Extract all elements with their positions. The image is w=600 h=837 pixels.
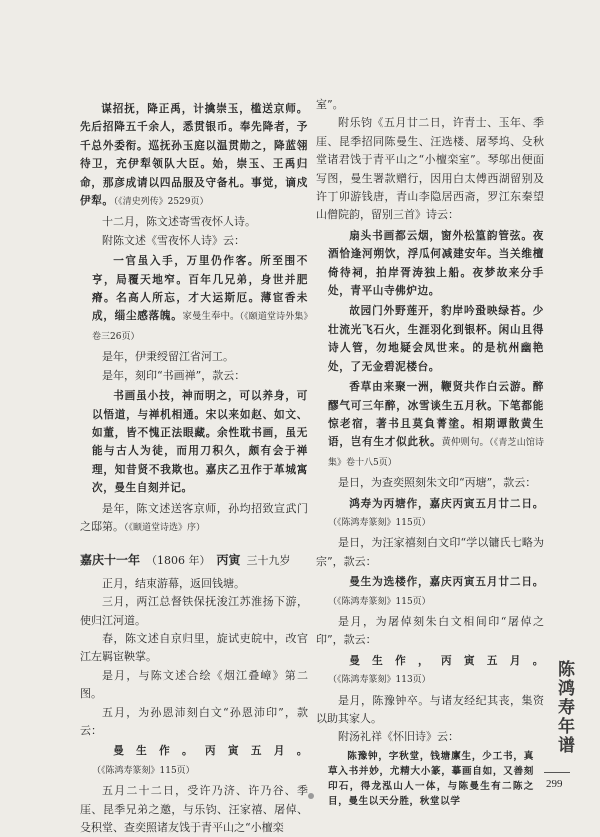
paragraph: 五月，为孙恩沛刻白文“孙恩沛印”，款云：: [80, 705, 308, 737]
page-number-rule: [544, 772, 570, 773]
paragraph: 正月，结束游幕，返回钱塘。: [102, 576, 245, 590]
paragraph: 是日，为查奕照刻朱文印“丙塘”，款云：: [338, 476, 537, 490]
quote-block: 曼生为选楼作，嘉庆丙寅五月廿二日。（《陈鸿寿篆刻》115页）: [328, 576, 544, 607]
paragraph: 是月，与陈文述合绘《烟江叠嶂》第二图。: [80, 668, 308, 701]
paragraph: 五月二十二日，受许乃济、许乃谷、季厓、昆季兄弟之邀，与乐钧、汪家禧、屠倬、殳积堂、查奕照诸友饯于青平山之“小檀栾: [80, 784, 308, 835]
paragraph: 是年，伊秉绶留江省河工。: [102, 350, 234, 364]
quote-block: 故园门外野莲开，豹岸吟蛩映绿苔。少壮流光飞石火，生涯羽化到银杯。闲山且得诗人管，勿地疑会凤世来。的是杭州幽艳处，了无金碧泥楼台。: [328, 305, 544, 373]
quote-block: 鸿寿为丙塘作，嘉庆丙寅五月廿二日。（《陈鸿寿篆刻》115页）: [328, 497, 544, 528]
bottom-dot-mark: [308, 793, 314, 799]
quote-block: 香草由来聚一洲，鞭贤共作白云游。醉醪气可三年醉，冰雪谈生五月秋。下笔都能惊老宿，著书且莫負菁塗。相期谭散黄生语，岂有生才似此秋。黄仲则句。（《青芝山馆诗集》卷十八5页）: [328, 381, 544, 468]
paragraph: 是月，为屠倬刻朱白文相间印“屠倬之印”，款云：: [316, 614, 544, 647]
quote-block: 曼生作。丙寅五月。（《陈鸿寿篆刻》115页）: [92, 745, 308, 776]
paragraph: 是月，陈豫钟卒。与诸友经纪其丧，集资以助其家人。: [316, 693, 544, 725]
paragraph: 附汤礼祥《怀旧诗》云：: [338, 730, 459, 744]
quote-block: 谋招抚，降正禹，计擒崇玉，槛送京师。先后招降五千余人，悉贯银币。奉先降者，予千总外委衔。巡抚孙玉庭以温贯勋之，降蓝翎待卫，充伊犁领队大臣。始，崇玉、王禹归命，那彦成请以四品服及守备札。事觉，谪戍伊犁。（《清史列传》2529页）: [80, 103, 308, 208]
paragraph: 十二月，陈文述寄雪夜怀人诗。: [102, 215, 256, 229]
paragraph: 是年，刻印“书画禅”，款云：: [102, 368, 246, 382]
quote-block: 一官虽入手，万里仍作客。所至围不亨，局覆天地窄。百年几兄弟，身世并肥瘠。名高人所忘，才大运斯厄。薄宦香未成，缁尘感落魄。家曼生奉中。（《颐道堂诗外集》卷三26页）: [92, 255, 308, 342]
left-column: [80, 98, 308, 837]
paragraph: 附陈文述《雪夜怀人诗》云：: [102, 233, 245, 247]
quote-block: 陈豫钟，字秋堂，钱塘廪生，少工书，真草入书并妙，尤精大小篆，摹画自如，又善刻印石，得龙泓山人一体，与陈曼生有二陈之目，曼生以天分胜，秋堂以学: [328, 750, 534, 807]
quote-block: 扇头书画都云烟，窗外松篁韵管弦。夜酒恰逢河朔饮，浮瓜何减建安年。当关维檀倚待祠，拍岸胥涛独上船。夜梦故来分手处，青平山寺佛炉边。: [328, 229, 544, 298]
quote-block: 曼生作，丙寅五月。（《陈鸿寿篆刻》113页）: [328, 654, 544, 686]
page-number: 299: [546, 778, 563, 790]
paragraph: 附乐钧《五月廿二日，许青士、玉年、季厓、昆季招同陈曼生、汪选楼、屠琴坞、殳秋堂诸君饯于青平山之“小檀栾室”。琴邬出便面写图，曼生署款赠行，因用白太傅西湖留别及许丁卯游钱唐，青山李隐居西斋，罗江东秦望山僧院韵，留别三首》诗云：: [316, 116, 544, 222]
paragraph: 春，陈文述自京归里，旋试吏皖中，改官江左羁宦鞅掌。: [80, 631, 308, 664]
paragraph: 室”。: [316, 98, 344, 111]
paragraph: 三月，两江总督铁保抚浚江苏淮扬下游，使归江河道。: [80, 595, 308, 627]
section-heading: 嘉庆十一年 （1806 年） 丙寅 三十九岁: [80, 553, 291, 568]
paragraph: 是日，为汪家禧刻白文印“学以镛氏七略为宗”，款云：: [316, 536, 544, 568]
quote-block: 书画虽小技，神而明之，可以养身，可以悟道，与禅机相通。宋以来如赵、如文、如董，皆不愧正法眼藏。余性耽书画，虽无能与古人为徒，而用刀积久，颇有会于禅理，知昔贤不我欺也。嘉庆乙丑作于革城寓次，曼生自刻并记。: [92, 390, 308, 495]
paragraph: 是年，陈文述送客京师，孙均招致宣武门之邸第。（《颐道堂诗选》序）: [80, 501, 308, 533]
right-column: [316, 96, 544, 811]
book-title-calligraphy: 陈鸿寿年谱: [554, 660, 574, 755]
